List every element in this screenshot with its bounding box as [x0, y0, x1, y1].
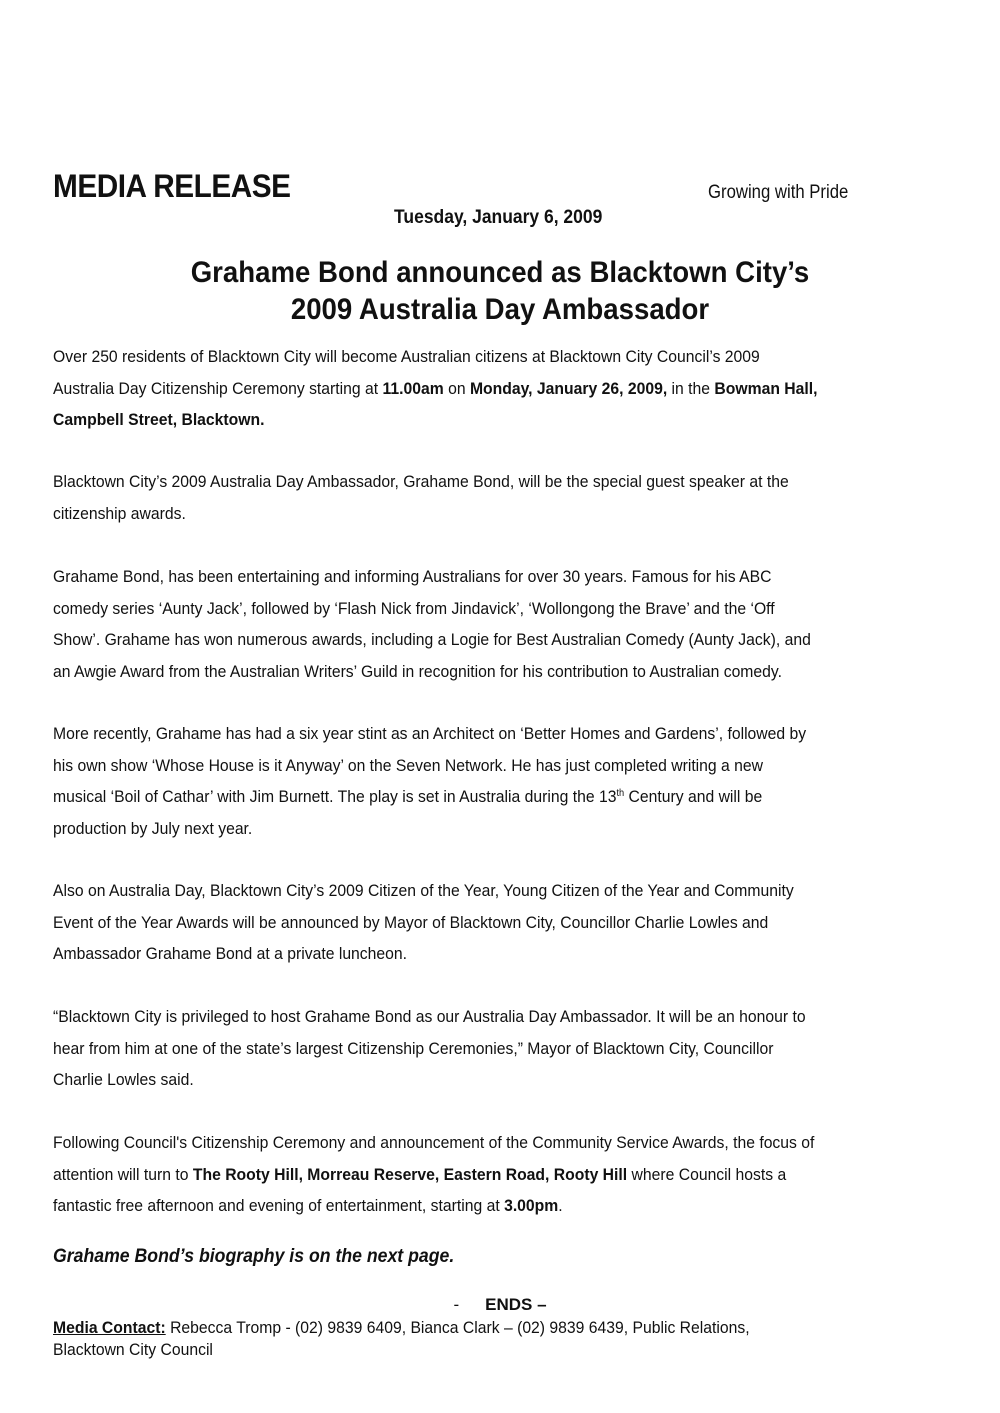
- paragraph-mayor-quote: “Blacktown City is privileged to host Grahame Bond as our Australia Day Ambassador. It will be an honour to hear from him at one of the state’s largest Citizenship Ceremonies,” Mayor of Blacktown City, Councillor Charlie Lowles said.: [53, 1007, 806, 1089]
- document-title: MEDIA RELEASE: [53, 168, 291, 204]
- biography-note: Grahame Bond’s biography is on the next page.: [53, 1246, 455, 1267]
- tagline: Growing with Pride: [708, 182, 849, 203]
- ends-marker: - ENDS –: [453, 1295, 547, 1314]
- headline: [0, 254, 1000, 328]
- release-date: Tuesday, January 6, 2009: [393, 207, 603, 228]
- paragraph-afternoon-event: Following Council's Citizenship Ceremony and announcement of the Community Service Awards, the focus of attention will turn to The Rooty Hill, Morreau Reserve, Eastern Road, Rooty Hill where Council hosts a fantastic free afternoon and evening of entertainment, starting at 3.00pm.: [53, 1133, 815, 1215]
- headline-line-2: 2009 Australia Day Ambassador: [290, 293, 710, 326]
- headline-line-1: Grahame Bond announced as Blacktown City’s: [190, 256, 810, 289]
- paragraph-citizenship-ceremony: Over 250 residents of Blacktown City will become Australian citizens at Blacktown City Council’s 2009 Australia Day Citizenship Ceremony starting at 11.00am on Monday, January 26, 2009, in the Bowman Hall, Campbell Street, Blacktown.: [53, 347, 818, 429]
- media-contact-label: Media Contact:: [53, 1318, 166, 1337]
- paragraph-career: Grahame Bond, has been entertaining and informing Australians for over 30 years. Famous for his ABC comedy series ‘Aunty Jack’, followed by ‘Flash Nick from Jindavick’, ‘Wollongong the Brave’ and the ‘Off Show’. Grahame has won numerous awards, including a Logie for Best Australian Comedy (Aunty Jack), and an Awgie Award from the Australian Writers’ Guild in recognition for his contribution to Australian comedy.: [53, 567, 811, 681]
- media-contact: Media Contact: Rebecca Tromp - (02) 9839 6409, Bianca Clark – (02) 9839 6439, Public Relations, Blacktown City Council: [53, 1318, 750, 1359]
- paragraph-awards-luncheon: Also on Australia Day, Blacktown City’s 2009 Citizen of the Year, Young Citizen of the Year and Community Event of the Year Awards will be announced by Mayor of Blacktown City, Councillor Charlie Lowles and Ambassador Grahame Bond at a private luncheon.: [53, 881, 794, 963]
- paragraph-recent-work: More recently, Grahame has had a six year stint as an Architect on ‘Better Homes and Gardens’, followed by his own show ‘Whose House is it Anyway’ on the Seven Network. He has just completed writing a new musical ‘Boil of Cathar’ with Jim Burnett. The play is set in Australia during the 13th Century and will be production by July next year.: [53, 724, 807, 838]
- paragraph-ambassador-speaker: Blacktown City’s 2009 Australia Day Ambassador, Grahame Bond, will be the special guest speaker at the citizenship awards.: [53, 472, 789, 523]
